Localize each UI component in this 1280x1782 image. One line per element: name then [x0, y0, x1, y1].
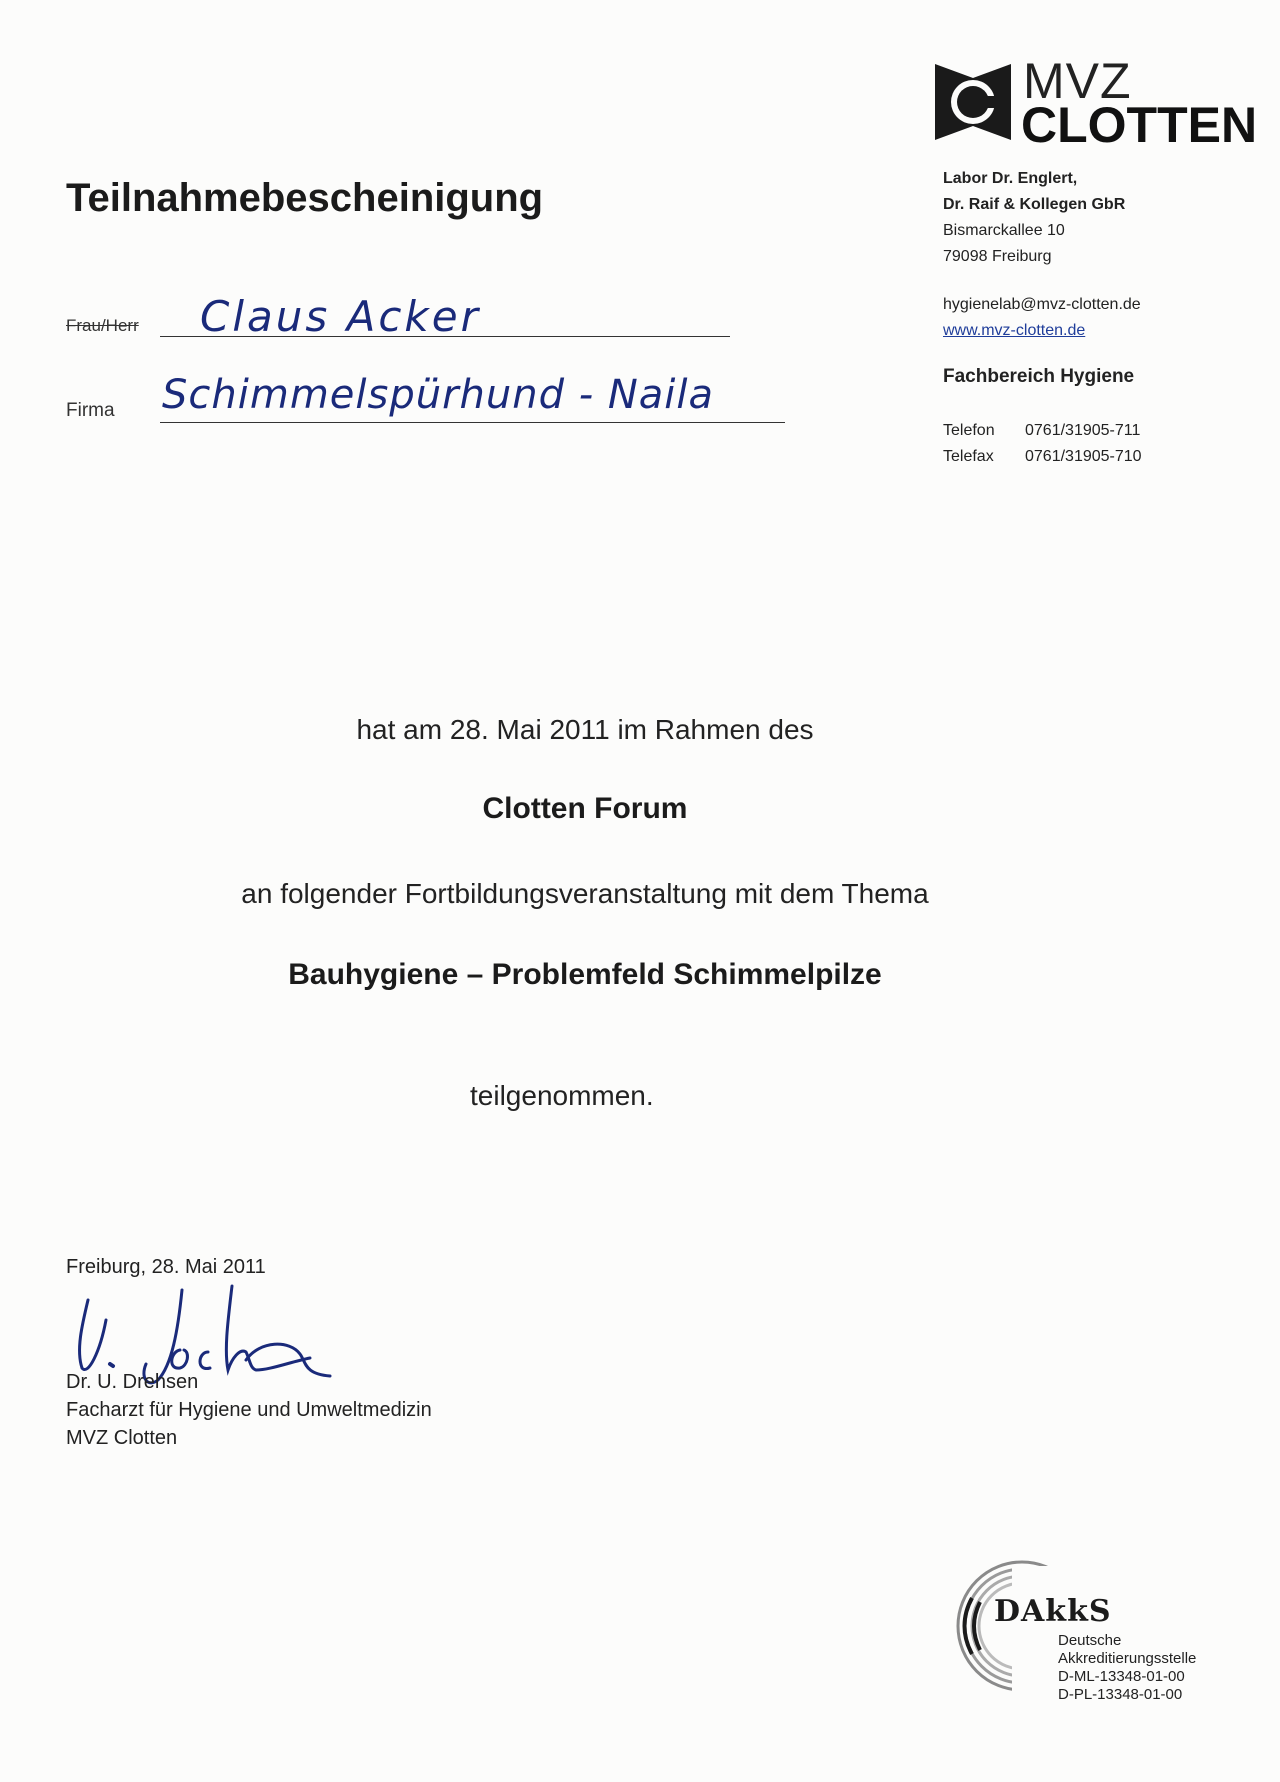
body-line-topic-intro: an folgender Fortbildungsveranstaltung mit dem Thema [241, 878, 929, 909]
dakks-line-4: D-PL-13348-01-00 [1058, 1686, 1183, 1703]
company-handwritten: Schimmelspürhund - Naila [162, 372, 715, 418]
name-handwritten: Claus Acker [200, 292, 481, 341]
address-company: Dr. Raif & Kollegen GbR [943, 196, 1126, 213]
signer-org: MVZ Clotten [66, 1427, 178, 1449]
mvz-clotten-logo [935, 53, 1258, 153]
company-label: Firma [66, 400, 115, 421]
phone-number: 0761/31905-711 [1025, 422, 1141, 439]
fax-label: Telefax [943, 448, 994, 465]
logo-mvz-text: MVZ [1023, 53, 1132, 109]
dakks-line-2: Akkreditierungsstelle [1058, 1650, 1197, 1667]
name-label: Frau/Herr [66, 316, 139, 335]
address-lab: Labor Dr. Englert, [943, 170, 1078, 187]
body-line-participated: teilgenommen. [470, 1080, 654, 1111]
place-date: Freiburg, 28. Mai 2011 [66, 1256, 266, 1278]
department-heading: Fachbereich Hygiene [943, 366, 1135, 387]
dakks-details [1058, 1632, 1196, 1704]
logo-mark-icon [935, 64, 1011, 140]
contact-block [943, 418, 1142, 470]
dakks-line-1: Deutsche [1058, 1632, 1122, 1649]
company-underline [160, 422, 785, 423]
dakks-accreditation-mark [952, 1556, 1242, 1706]
dakks-line-3: D-ML-13348-01-00 [1058, 1668, 1185, 1685]
address-block [943, 166, 1141, 344]
address-city: 79098 Freiburg [943, 248, 1052, 265]
signer-block [66, 1368, 432, 1452]
phone-label: Telefon [943, 422, 995, 439]
body-line-date: hat am 28. Mai 2011 im Rahmen des [356, 714, 814, 745]
email-address: hygienelab@mvz-clotten.de [943, 296, 1141, 313]
signer-role: Facharzt für Hygiene und Umweltmedizin [66, 1399, 432, 1421]
website-link[interactable]: www.mvz-clotten.de [943, 322, 1086, 339]
dakks-name: DAkkS [994, 1594, 1112, 1629]
fax-number: 0761/31905-710 [1025, 448, 1142, 465]
topic-title: Bauhygiene – Problemfeld Schimmelpilze [288, 958, 882, 991]
signer-name: Dr. U. Drehsen [66, 1371, 199, 1393]
event-name: Clotten Forum [482, 792, 688, 825]
page-title: Teilnahmebescheinigung [66, 176, 544, 220]
address-street: Bismarckallee 10 [943, 222, 1065, 239]
logo-clotten-text: CLOTTEN [1021, 97, 1258, 153]
